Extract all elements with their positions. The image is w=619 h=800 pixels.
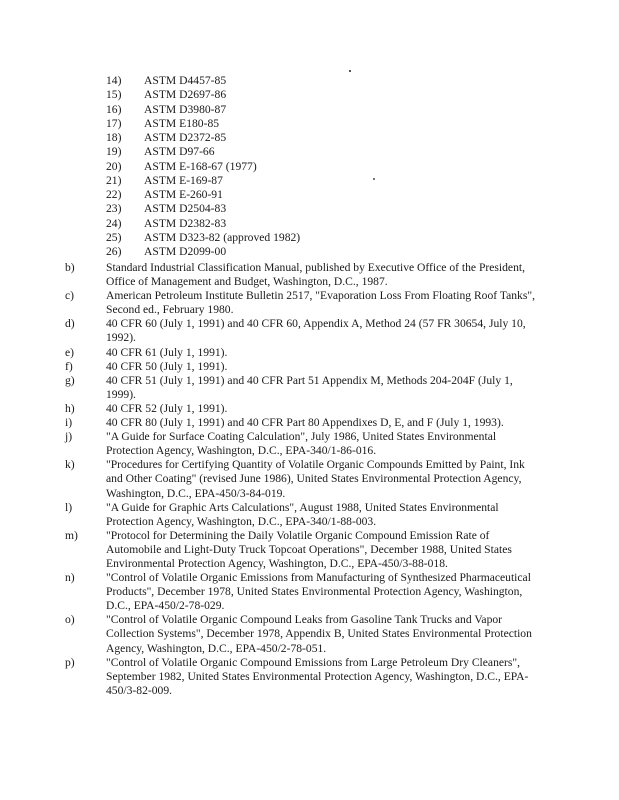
reference-label: e) <box>65 345 75 359</box>
reference-label: p) <box>65 655 75 669</box>
item-text: ASTM D2697-86 <box>144 88 227 102</box>
item-number: 14) <box>106 74 122 87</box>
reference-item <box>0 317 619 345</box>
item-text: ASTM E180-85 <box>144 116 220 130</box>
list-item <box>0 231 619 245</box>
reference-label: j) <box>65 430 73 444</box>
reference-item <box>0 289 619 317</box>
reference-item <box>0 346 619 360</box>
astm-standards-list <box>0 74 619 259</box>
list-item <box>0 202 619 216</box>
scan-speck <box>349 70 351 72</box>
reference-text: 40 CFR 60 (July 1, 1991) and 40 CFR 60, Appendix A, Method 24 (57 FR 30654, July 10, 1992). <box>106 317 526 345</box>
list-item <box>0 74 619 88</box>
item-number: 25) <box>106 230 122 244</box>
item-text: ASTM E-260-91 <box>144 188 223 201</box>
item-number: 20) <box>106 159 122 173</box>
reference-label: i) <box>65 416 73 430</box>
reference-item <box>0 571 619 613</box>
item-number: 16) <box>106 102 122 116</box>
list-item <box>0 174 619 188</box>
reference-label: g) <box>65 373 75 387</box>
reference-label: o) <box>65 613 75 627</box>
reference-text: Standard Industrial Classification Manual, published by Executive Office of the President, Office of Management and Budget, Washington, D.C., 1987. <box>106 261 525 289</box>
item-number: 15) <box>106 88 122 102</box>
reference-item <box>0 360 619 374</box>
reference-label: b) <box>65 261 75 274</box>
reference-item <box>0 402 619 416</box>
reference-item <box>0 261 619 289</box>
list-item <box>0 103 619 117</box>
item-text: ASTM D3980-87 <box>144 102 227 116</box>
item-text: ASTM D97-66 <box>144 145 215 159</box>
reference-text: American Petroleum Institute Bulletin 2517, "Evaporation Loss From Floating Roof Tanks", Second ed., February 1980. <box>106 289 535 317</box>
list-item <box>0 117 619 131</box>
item-text: ASTM E-168-67 (1977) <box>144 159 257 173</box>
item-number: 22) <box>106 188 122 201</box>
item-number: 21) <box>106 173 122 187</box>
reference-label: k) <box>65 458 75 472</box>
reference-text: 40 CFR 61 (July 1, 1991). <box>106 345 228 359</box>
reference-text: 40 CFR 80 (July 1, 1991) and 40 CFR Part 80 Appendixes D, E, and F (July 1, 1993). <box>106 416 504 430</box>
item-number: 17) <box>106 116 122 130</box>
reference-text: 40 CFR 50 (July 1, 1991). <box>106 359 228 373</box>
item-text: ASTM D2504-83 <box>144 202 227 216</box>
reference-text: "Procedures for Certifying Quantity of Volatile Organic Compounds Emitted by Paint, Ink and Other Coating" (revised June 1986), United States Environmental Protection Agency, Washington, D.C., EPA-450/3-84-019. <box>106 458 525 500</box>
reference-text: "A Guide for Graphic Arts Calculations", August 1988, United States Environmental Protection Agency, Washington, D.C., EPA-340/1-88-003. <box>106 500 499 528</box>
item-number: 23) <box>106 202 122 216</box>
reference-label: m) <box>65 528 78 542</box>
reference-list <box>0 261 619 698</box>
reference-item <box>0 613 619 655</box>
list-item <box>0 88 619 102</box>
reference-label: h) <box>65 401 75 415</box>
reference-text: "A Guide for Surface Coating Calculation", July 1986, United States Environmental Protection Agency, Washington, D.C., EPA-340/1-86-016. <box>106 430 497 458</box>
list-item <box>0 188 619 202</box>
item-text: ASTM D2099-00 <box>144 245 227 258</box>
item-number: 26) <box>106 245 122 258</box>
reference-text: "Control of Volatile Organic Emissions from Manufacturing of Synthesized Pharmaceutical Products", December 1978, United States Environmental Protection Agency, Washington, D.C., EPA-450/2-78-029. <box>106 571 531 613</box>
reference-label: f) <box>65 359 73 373</box>
reference-label: l) <box>65 500 73 514</box>
reference-label: n) <box>65 571 75 585</box>
list-item <box>0 217 619 231</box>
item-text: ASTM E-169-87 <box>144 173 223 187</box>
reference-label: d) <box>65 317 75 331</box>
reference-label: c) <box>65 289 75 303</box>
reference-text: "Protocol for Determining the Daily Volatile Organic Compound Emission Rate of Automobile and Light-Duty Truck Topcoat Operations", December 1988, United States Environmental Protection Agency, Washington, D.C., EPA-450/3-88-018. <box>106 528 512 570</box>
reference-text: 40 CFR 52 (July 1, 1991). <box>106 401 228 415</box>
item-number: 19) <box>106 145 122 159</box>
reference-item <box>0 458 619 500</box>
list-item <box>0 145 619 159</box>
item-text: ASTM D323-82 (approved 1982) <box>144 230 301 244</box>
reference-text: "Control of Volatile Organic Compound Leaks from Gasoline Tank Trucks and Vapor Collection Systems", December 1978, Appendix B, United States Environmental Protection Agency, Washington, D.C., EPA-450/2-78-051. <box>106 613 532 655</box>
reference-item <box>0 656 619 698</box>
reference-item <box>0 374 619 402</box>
reference-item <box>0 416 619 430</box>
list-item <box>0 131 619 145</box>
reference-item <box>0 430 619 458</box>
list-item <box>0 160 619 174</box>
reference-item <box>0 501 619 529</box>
item-number: 24) <box>106 216 122 230</box>
list-item <box>0 245 619 259</box>
item-text: ASTM D2372-85 <box>144 131 227 144</box>
reference-text: "Control of Volatile Organic Compound Emissions from Large Petroleum Dry Cleaners", September 1982, United States Environmental Protection Agency, Washington, D.C., EPA-450/3-82-009. <box>106 655 529 697</box>
item-number: 18) <box>106 131 122 144</box>
item-text: ASTM D4457-85 <box>144 74 227 87</box>
reference-item <box>0 529 619 571</box>
item-text: ASTM D2382-83 <box>144 216 227 230</box>
reference-text: 40 CFR 51 (July 1, 1991) and 40 CFR Part 51 Appendix M, Methods 204-204F (July 1, 1999). <box>106 373 513 401</box>
